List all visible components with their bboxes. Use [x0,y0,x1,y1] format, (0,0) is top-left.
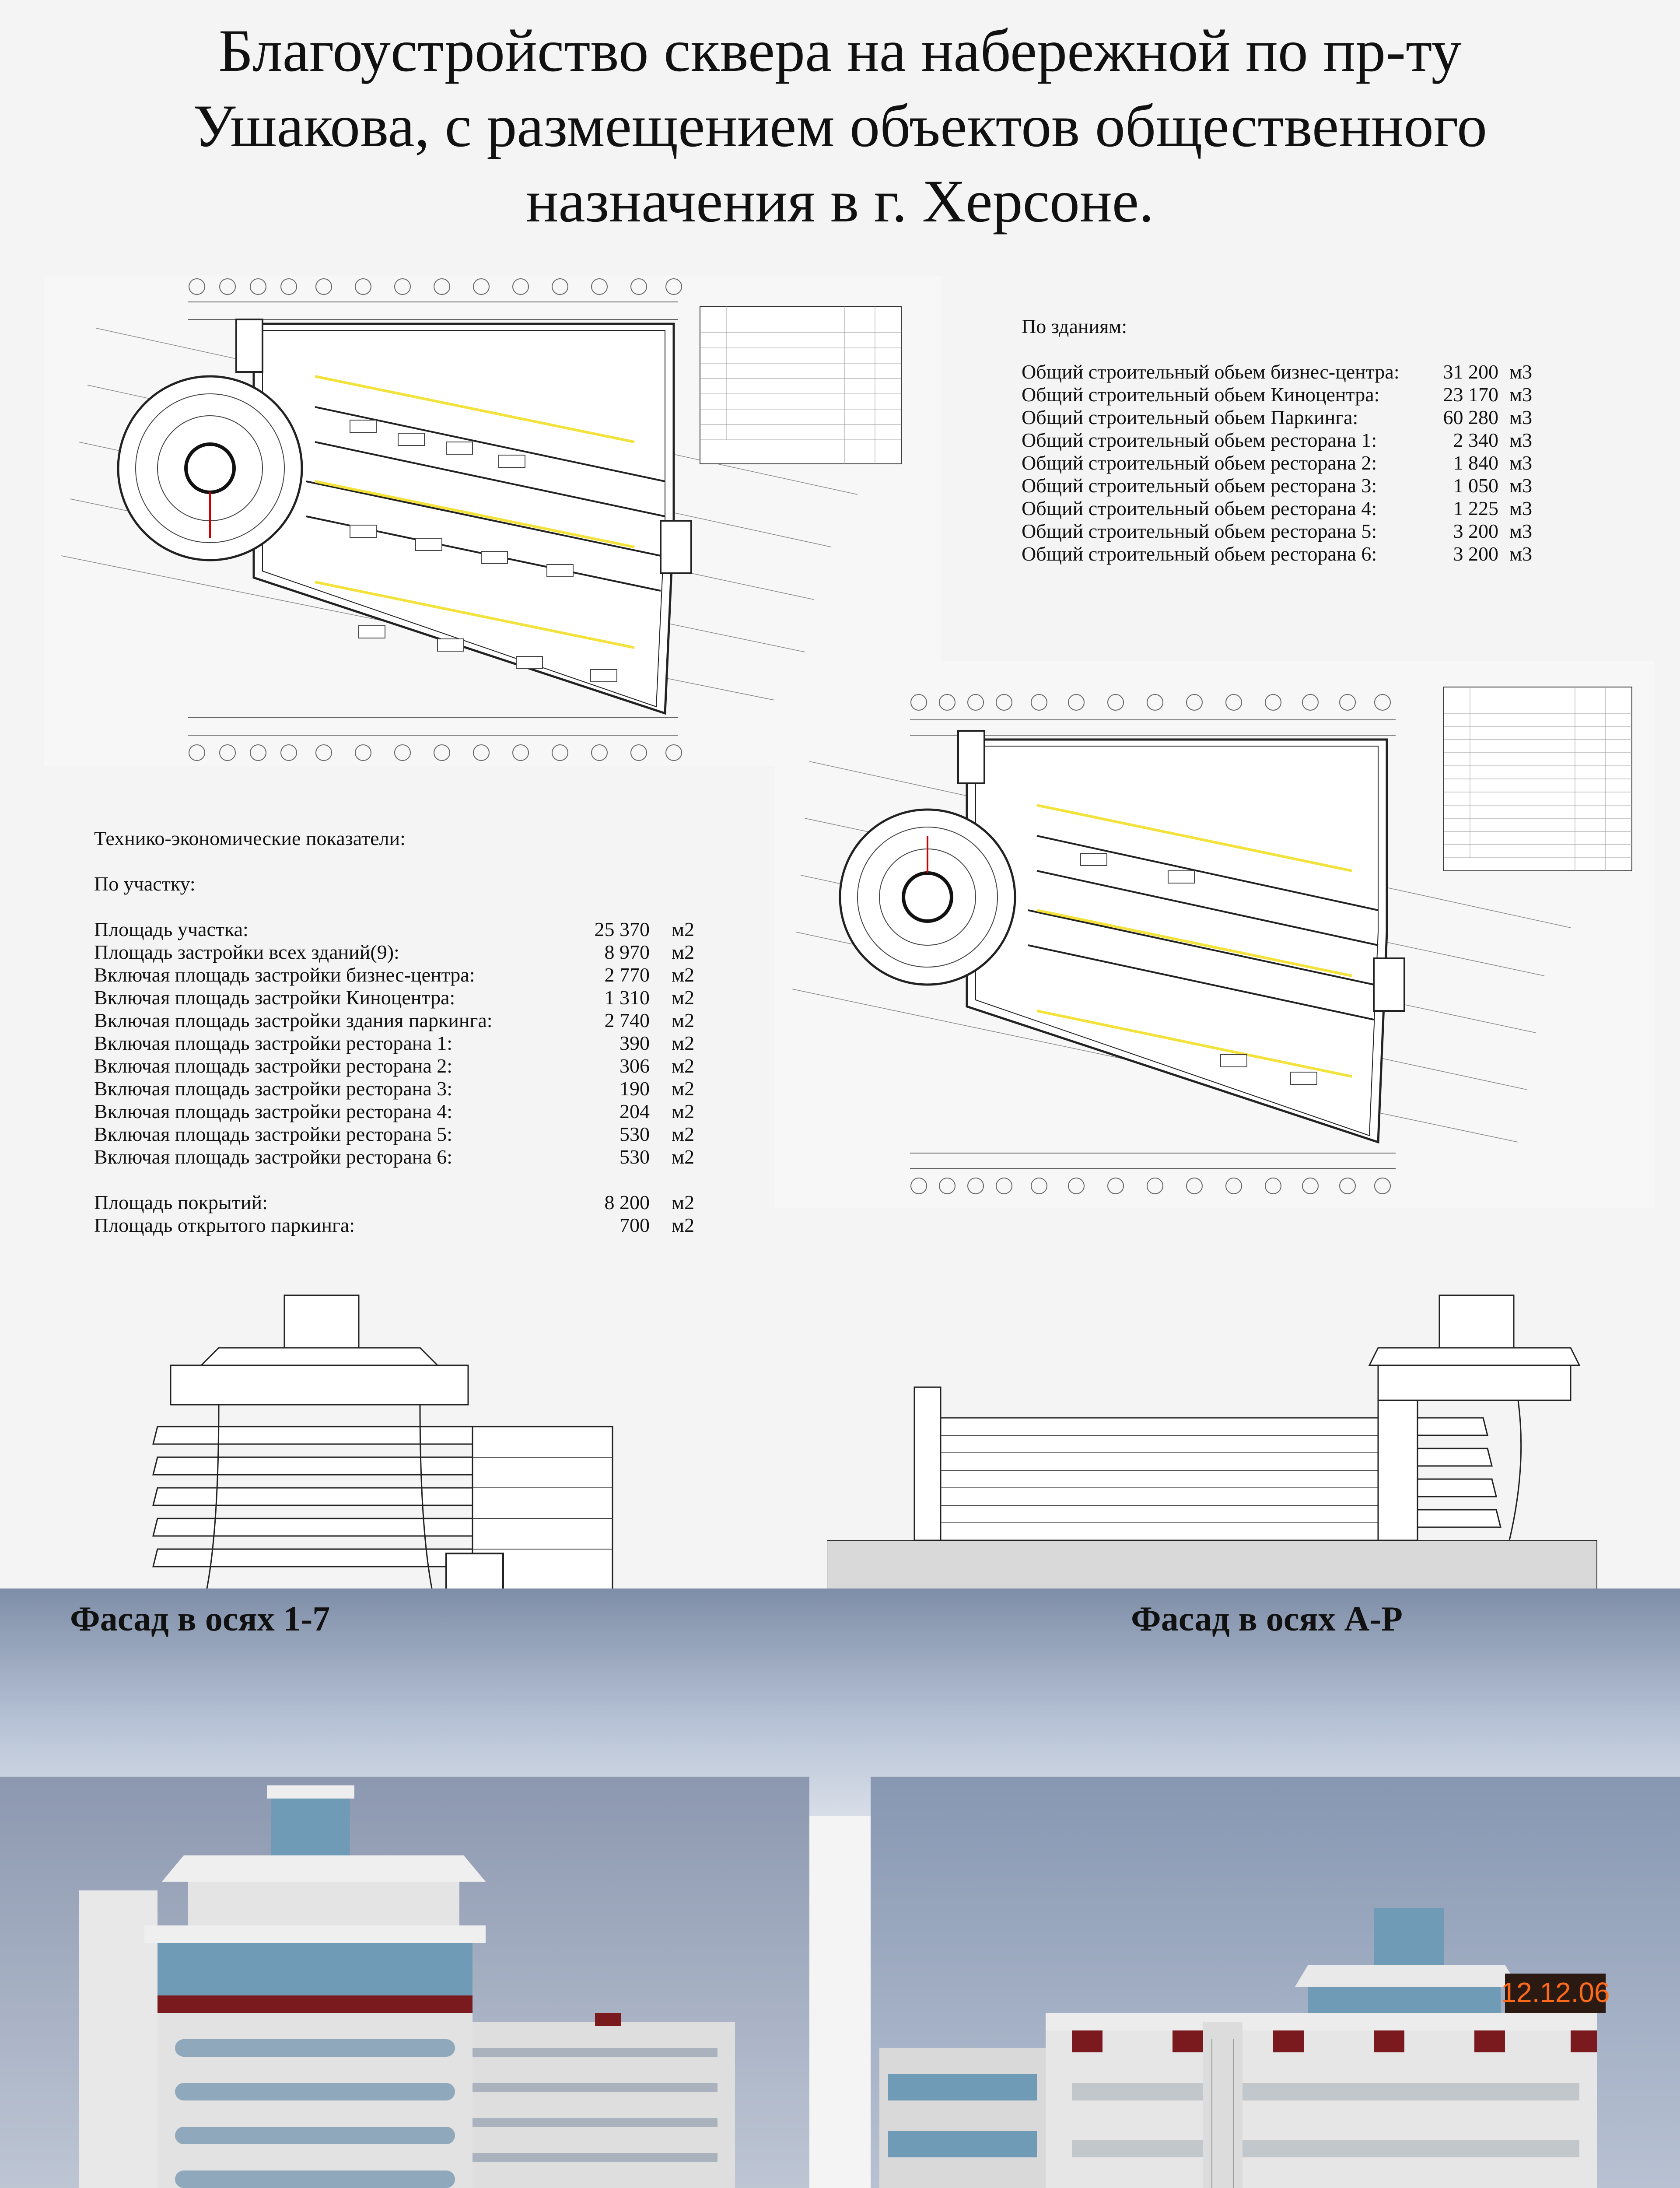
tech-indicator-unit: м2 [672,918,695,940]
poster-title [0,13,1680,239]
axis-grid-top [188,302,678,319]
tech-extra-value: 700 [620,1214,650,1236]
tech-indicator-label: Включая площадь застройки Киноцентра: [94,986,455,1009]
tech-indicator-unit: м2 [672,1123,695,1145]
building-volume-label: Общий строительный обьем ресторана 3: [1022,474,1377,497]
facade-caption-a-r: Фасад в осях А-Р [1131,1600,1403,1638]
render-facade-a-r [871,1777,1680,2188]
tech-indicator-value: 1 310 [604,986,650,1009]
tech-indicator-row [94,1100,728,1123]
tech-indicator-unit: м2 [672,1009,695,1031]
tech-extra-label: Площадь покрытий: [94,1191,268,1213]
tech-extra-unit: м2 [672,1191,695,1213]
tech-indicator-label: Площадь застройки всех зданий(9): [94,941,399,963]
tech-extra-value: 8 200 [604,1191,650,1213]
tech-indicators-list [94,918,728,1168]
building-volume-label: Общий строительный обьем Киноцентра: [1022,383,1380,406]
tech-indicator-value: 8 970 [604,941,650,963]
building-volume-value: 1 840 [1453,452,1498,474]
tech-indicator-value: 530 [620,1123,650,1145]
tech-subheading: По участку: [94,873,196,895]
tech-indicator-label: Включая площадь застройки ресторана 2: [94,1055,453,1077]
tech-heading: Технико-экономические показатели: [94,827,406,849]
tech-indicator-value: 530 [620,1146,650,1168]
building-volume-unit: м3 [1509,361,1533,383]
building-volume-row [1022,429,1590,452]
building-volume-unit: м3 [1509,520,1533,542]
building-volume-unit: м3 [1509,543,1533,565]
building-volume-label: Общий строительный обьем ресторана 4: [1022,497,1377,519]
tech-indicator-unit: м2 [672,941,695,963]
building-volumes-heading: По зданиям: [1022,315,1127,337]
render-facade-1-7 [0,1777,809,2188]
building-volume-unit: м3 [1509,429,1533,451]
title-line-3: назначения в г. Херсоне. [526,168,1154,235]
building-volume-row [1022,543,1590,565]
render-clock-text: 12.12.06 [1501,1977,1610,2008]
building-volume-label: Общий строительный обьем ресторана 6: [1022,543,1377,565]
building-volume-unit: м3 [1509,406,1533,428]
tech-indicator-row [94,941,728,964]
building-volume-row [1022,520,1590,543]
tech-indicator-label: Включая площадь застройки ресторана 5: [94,1123,453,1145]
tech-indicator-label: Включая площадь застройки ресторана 4: [94,1100,453,1122]
building-volume-value: 23 170 [1443,383,1498,406]
tech-indicator-value: 25 370 [594,918,650,940]
tech-extra-unit: м2 [672,1214,695,1236]
tech-indicator-value: 306 [620,1055,650,1077]
tech-indicator-row [94,1032,728,1055]
facade-drawing-a-r [827,1269,1614,1602]
building-volume-label: Общий строительный обьем ресторана 2: [1022,452,1377,474]
building-volume-label: Общий строительный обьем Паркинга: [1022,406,1358,428]
tech-indicator-row [94,1055,728,1077]
building-volumes-list [1022,361,1590,565]
tech-indicator-unit: м2 [672,1055,695,1077]
building-volume-value: 2 340 [1453,429,1498,451]
tech-indicator-row [94,1077,728,1100]
building-volume-label: Общий строительный обьем ресторана 1: [1022,429,1377,451]
tech-indicator-value: 190 [620,1077,650,1100]
building-volume-label: Общий строительный обьем ресторана 5: [1022,520,1377,542]
tech-economic-indicators [94,827,728,1237]
title-line-1: Благоустройство сквера на набережной по пр-ту [218,17,1462,84]
tech-indicator-label: Включая площадь застройки здания паркинга: [94,1009,493,1031]
facade-drawing-1-7 [35,1269,682,1602]
title-line-2: Ушакова, с размещением объектов общественного [192,92,1488,159]
building-volume-value: 3 200 [1453,543,1498,565]
building-volume-value: 1 225 [1453,497,1498,519]
building-volume-unit: м3 [1509,452,1533,474]
tech-extra-label: Площадь открытого паркинга: [94,1214,355,1236]
tech-indicator-value: 204 [620,1100,650,1122]
building-volume-row [1022,406,1590,429]
tech-indicator-unit: м2 [672,1146,695,1168]
tech-indicator-value: 2 740 [604,1009,650,1031]
building-volume-label: Общий строительный обьем бизнес-центра: [1022,361,1400,383]
building-volume-value: 31 200 [1443,361,1498,383]
tech-indicator-value: 2 770 [604,964,650,986]
building-volume-value: 1 050 [1453,474,1498,497]
building-volume-row [1022,474,1590,497]
facade-caption-1-7: Фасад в осях 1-7 [70,1600,330,1638]
tech-extra-row [94,1214,728,1237]
building-volume-unit: м3 [1509,383,1533,406]
tech-indicator-unit: м2 [672,1032,695,1054]
tech-extra-row [94,1191,728,1214]
tech-indicator-row [94,986,728,1009]
tech-indicator-label: Включая площадь застройки бизнес-центра: [94,964,475,986]
building-volume-unit: м3 [1509,497,1533,519]
tech-indicator-label: Включая площадь застройки ресторана 1: [94,1032,453,1054]
tech-indicator-label: Площадь участка: [94,918,248,940]
building-volume-value: 60 280 [1443,406,1498,428]
building-volume-row [1022,361,1590,383]
tech-indicator-value: 390 [620,1032,650,1054]
tech-indicator-label: Включая площадь застройки ресторана 3: [94,1077,453,1100]
building-volume-row [1022,497,1590,520]
tech-indicator-row [94,964,728,986]
building-volume-unit: м3 [1509,474,1533,497]
tech-indicator-unit: м2 [672,986,695,1009]
tech-indicator-label: Включая площадь застройки ресторана 6: [94,1146,453,1168]
tech-indicator-row [94,1123,728,1146]
tech-indicator-unit: м2 [672,964,695,986]
building-volume-value: 3 200 [1453,520,1498,542]
tech-indicator-row [94,1146,728,1168]
tech-indicator-row [94,1009,728,1032]
tech-indicator-unit: м2 [672,1100,695,1122]
ground-floor-plan [774,661,1654,1208]
tech-extra-list [94,1191,728,1237]
tech-indicator-unit: м2 [672,1077,695,1100]
building-volumes [1022,315,1590,565]
tech-indicator-row [94,918,728,941]
building-volume-row [1022,383,1590,406]
building-volume-row [1022,452,1590,474]
